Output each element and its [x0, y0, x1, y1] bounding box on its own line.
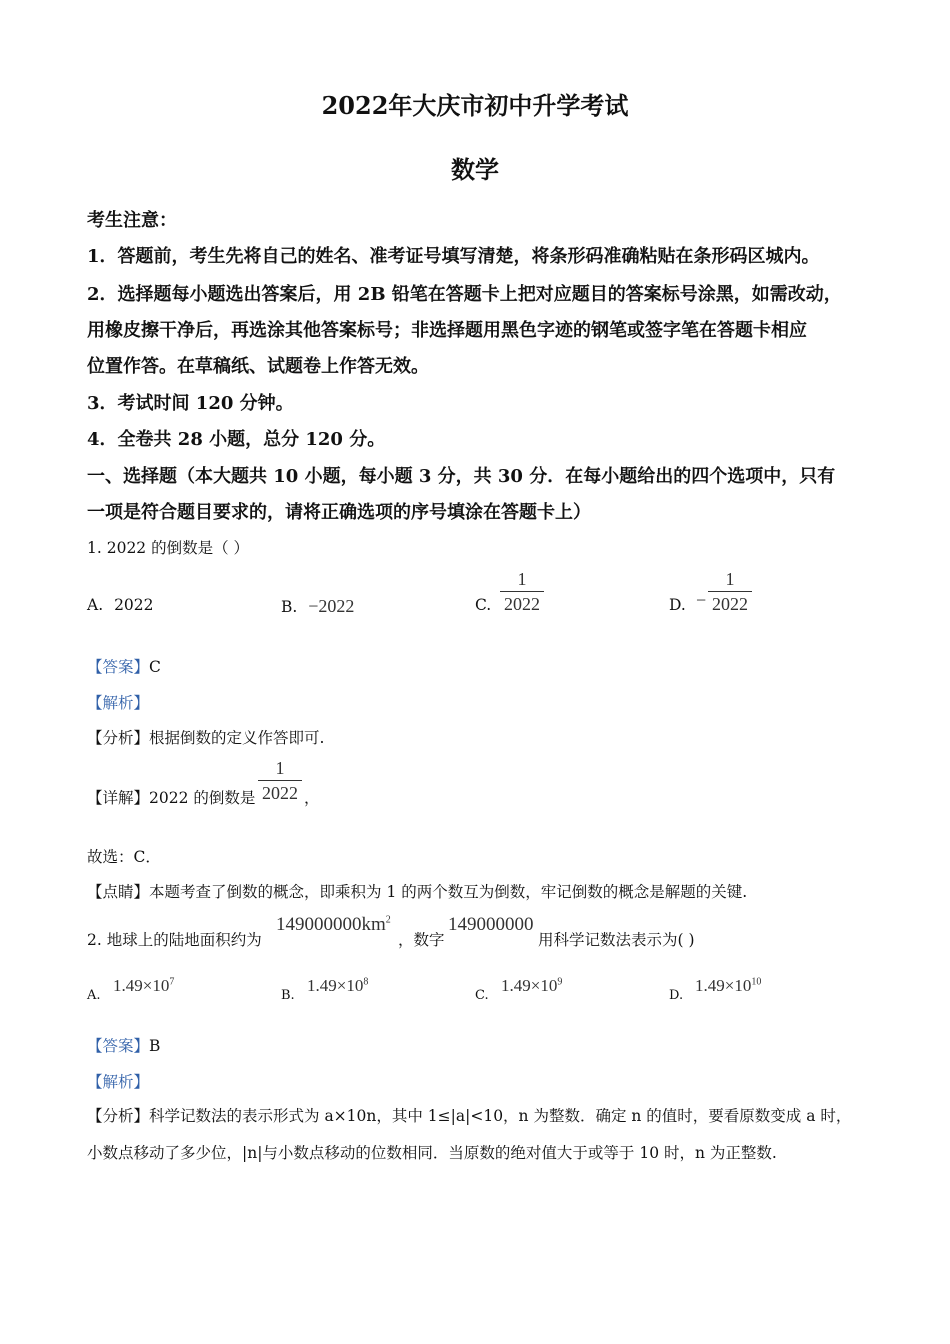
notice-item-2-line3: 位置作答。在草稿纸、试题卷上作答无效。 — [87, 356, 429, 377]
q2-option-c-exp: 9 — [557, 976, 563, 988]
q2-analysis-tag: 【解析】 — [87, 1073, 150, 1091]
q2-fenxi-line1 — [87, 1104, 851, 1126]
q2-option-b-label: B. — [281, 988, 295, 1003]
notice-item-3: 3．考试时间 120 分钟。 — [87, 393, 294, 414]
notice-item-4: 4．全卷共 28 小题，总分 120 分。 — [87, 429, 386, 450]
q2-stem-part1: 2. 地球上的陆地面积约为 — [87, 931, 262, 949]
notice-item-2-line2: 用橡皮擦干净后，再选涂其他答案标号；非选择题用黑色字迹的钢笔或签字笔在答题卡相应 — [87, 320, 807, 341]
q1-comment-tag: 【点睛】 — [87, 883, 150, 901]
q2-option-d-base: 1.49×10 — [695, 976, 752, 995]
q1-option-b-value: −2022 — [308, 596, 355, 616]
q2-stem-part3: 用科学记数法表示为( ) — [538, 931, 695, 949]
q2-option-a-base: 1.49×10 — [113, 976, 170, 995]
q1-detail-bar — [258, 780, 302, 781]
q1-option-b — [281, 596, 354, 617]
q1-option-a-label: A. — [87, 596, 104, 614]
q1-option-c-denominator: 2022 — [504, 594, 540, 614]
q2-answer-value: B — [149, 1037, 161, 1055]
q2-fenxi-tag: 【分析】 — [87, 1107, 150, 1125]
q2-area-value: 149000000km — [276, 914, 386, 935]
q2-area-exp: 2 — [385, 914, 391, 926]
q2-number: 149000000 — [448, 914, 534, 935]
q1-detail-denominator: 2022 — [262, 783, 298, 803]
q2-option-d-exp: 10 — [751, 976, 762, 988]
q1-option-d-sign: − — [696, 590, 707, 610]
q2-area — [276, 914, 391, 936]
q1-answer-tag: 【答案】 — [87, 658, 150, 676]
q1-option-c-fraction — [500, 568, 544, 615]
q1-answer-value: C — [149, 658, 161, 676]
q2-option-b — [307, 976, 368, 996]
q1-option-c-bar — [500, 591, 544, 592]
q2-answer-tag: 【答案】 — [87, 1037, 150, 1055]
q2-fenxi-line2: 小数点移动了多少位，|n|与小数点移动的位数相同．当原数的绝对值大于或等于 10 时，n 为正整数. — [87, 1144, 777, 1162]
q1-option-c-label: C. — [475, 596, 492, 614]
q1-choose: 故选：C． — [87, 848, 161, 866]
q1-answer — [87, 655, 161, 677]
q1-option-b-label: B. — [281, 598, 298, 616]
notice-heading: 考生注意： — [87, 210, 177, 231]
q1-option-d-numerator: 1 — [725, 569, 735, 589]
q2-option-a-label: A. — [87, 988, 101, 1003]
section1-line2: 一项是符合题目要求的，请将正确选项的序号填涂在答题卡上） — [87, 502, 591, 523]
section1-line1: 一、选择题（本大题共 10 小题，每小题 3 分，共 30 分．在每小题给出的四个选项中，只有 — [87, 466, 836, 487]
q2-option-d — [695, 976, 761, 996]
q1-detail-fraction — [258, 757, 302, 804]
q1-option-a — [87, 596, 154, 614]
q2-stem-part2: ，数字 — [398, 931, 445, 949]
q1-fenxi-tag: 【分析】 — [87, 729, 150, 747]
q1-comment — [87, 880, 747, 902]
q2-answer — [87, 1034, 160, 1056]
q2-option-c-label: C. — [475, 988, 489, 1003]
q2-option-a-exp: 7 — [169, 976, 175, 988]
q2-option-c — [501, 976, 562, 996]
q1-detail — [87, 786, 255, 808]
q1-detail-tag: 【详解】 — [87, 789, 150, 807]
q1-comment-text: 本题考查了倒数的概念，即乘积为 1 的两个数互为倒数，牢记倒数的概念是解题的关键. — [149, 883, 748, 901]
q1-option-c-numerator: 1 — [517, 569, 527, 589]
q2-option-d-label: D. — [669, 988, 684, 1003]
q1-detail-prefix: 2022 的倒数是 — [149, 789, 256, 807]
q1-option-d-denominator: 2022 — [712, 594, 748, 614]
q1-fenxi-text: 根据倒数的定义作答即可. — [149, 729, 325, 747]
q2-option-b-exp: 8 — [363, 976, 369, 988]
q2-fenxi-text-1: 科学记数法的表示形式为 a×10n，其中 1≤|a|<10，n 为整数．确定 n 的值时，要看原数变成 a 时， — [149, 1107, 852, 1125]
q2-option-b-base: 1.49×10 — [307, 976, 364, 995]
q2-option-c-base: 1.49×10 — [501, 976, 558, 995]
q1-analysis-tag: 【解析】 — [87, 694, 150, 712]
subject-title: 数学 — [451, 155, 499, 184]
q1-fenxi — [87, 726, 324, 748]
exam-title: 2022年大庆市初中升学考试 — [321, 91, 629, 120]
q1-option-a-value: 2022 — [114, 596, 154, 614]
q1-option-d-label: D. — [669, 596, 686, 614]
q1-detail-suffix: ， — [304, 789, 320, 807]
q1-option-d-bar — [708, 591, 752, 592]
notice-item-2-line1: 2．选择题每小题选出答案后，用 2B 铅笔在答题卡上把对应题目的答案标号涂黑，如需改动， — [87, 284, 842, 305]
q1-detail-numerator: 1 — [275, 758, 285, 778]
q1-stem: 1. 2022 的倒数是（ ） — [87, 539, 250, 557]
q1-option-d-fraction — [708, 568, 752, 615]
notice-item-1: 1．答题前，考生先将自己的姓名、准考证号填写清楚，将条形码准确粘贴在条形码区城内。 — [87, 246, 820, 267]
q2-option-a — [113, 976, 174, 996]
